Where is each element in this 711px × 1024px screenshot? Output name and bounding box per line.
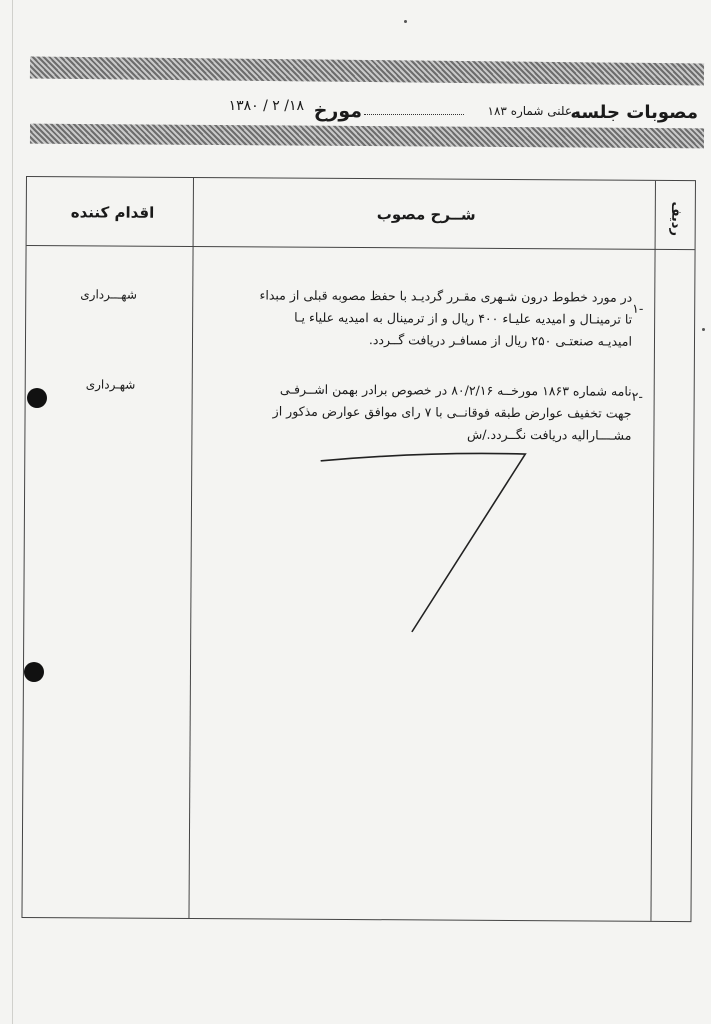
item-line: نامه شماره ۱۸۶۳ مورخــه ۸۰/۲/۱۶ در خصوص برادر بهمن اشــرفـی [279, 381, 632, 399]
item-number: ۱- [632, 300, 644, 316]
resolutions-table [21, 176, 696, 922]
scan-speck [404, 20, 407, 23]
item-actor: شهـرداری [85, 377, 136, 392]
date-label: مورخ [313, 100, 362, 122]
item-number: ۲- [631, 388, 643, 404]
item-line: در مورد خطوط درون شـهری مقـرر گردیـد با حفظ مصوبه قبلی از مبداء [259, 287, 633, 305]
item-line: جهت تخفیف عوارض طبقه فوقانــی با ۷ رای موافق عوارض مذکور از [272, 403, 632, 421]
column-header-row: ردیف [668, 201, 684, 237]
document-title: مصوبات جلسه [570, 102, 698, 123]
session-number: علنی شماره ۱۸۳ [487, 104, 572, 118]
punch-hole [27, 388, 47, 408]
column-header-action: اقدام کننده [70, 203, 155, 222]
item-line: امیدیـه صنعتـی ۲۵۰ ریال از مسافـر دریافت گــردد. [368, 332, 633, 349]
column-header-description: شــرح مصوب [376, 205, 476, 224]
item-actor: شهـــرداری [80, 287, 137, 302]
item-line: تا ترمینـال و امیدیه علیـاء ۴۰۰ ریال و از ترمینال به امیدیه علیاء یـا [294, 309, 633, 327]
scan-speck [702, 328, 705, 331]
dotted-fill-line [364, 114, 464, 115]
punch-hole [24, 662, 44, 682]
scan-fold-line [12, 0, 13, 1024]
header-hatch-bottom [30, 124, 704, 149]
document-header [30, 84, 704, 124]
item-line: مشــــارالیه دریافت نگــردد./ش [467, 426, 632, 443]
date-value: ۱۳۸۰ / ۲ /۱۸ [228, 98, 304, 114]
closing-strike-mark [22, 177, 695, 921]
header-hatch-top [30, 56, 704, 85]
